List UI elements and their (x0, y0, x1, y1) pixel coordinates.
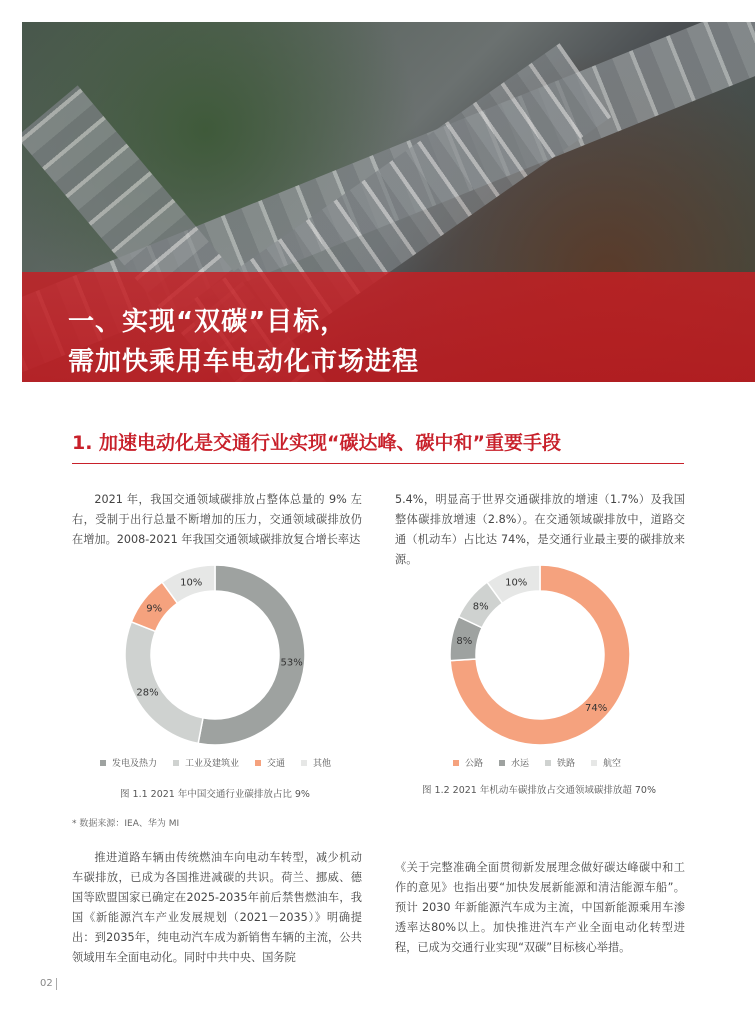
legend-label: 水运 (511, 759, 530, 769)
data-source-note: * 数据来源：IEA、华为 MI (72, 819, 180, 829)
donut-slice-label: 8% (472, 601, 489, 613)
legend-swatch (100, 760, 106, 766)
legend-label: 发电及热力 (112, 759, 158, 769)
legend-swatch (173, 760, 179, 766)
header-banner (22, 22, 755, 382)
legend-label: 交通 (267, 759, 286, 769)
legend-item (100, 756, 157, 769)
legend-item (301, 756, 331, 769)
legend-label: 航空 (603, 759, 622, 769)
donut-slice-发电及热力 (198, 565, 305, 745)
banner-title-line1: 一、实现“双碳”目标， (68, 307, 348, 337)
legend-item (255, 756, 285, 769)
donut-chart-2 (445, 560, 635, 750)
page-number: 02 (40, 978, 53, 989)
paragraph-4: 《关于完整准确全面贯彻新发展理念做好碳达峰碳中和工作的意见》也指出要“加快发展新能源和清洁能源车船”。预计 2030 年新能源汽车成为主流，中国新能源乘用车渗透率达80%以上。加快推进汽车产业全面电动化转型进程，已成为交通行业实现“双碳”目标核心举措。 (395, 861, 685, 954)
legend-item (173, 756, 239, 769)
legend-label: 铁路 (557, 759, 576, 769)
legend-label: 其他 (313, 759, 332, 769)
donut-slice-label: 74% (585, 703, 608, 715)
banner-title (68, 302, 419, 382)
legend-swatch (591, 760, 597, 766)
legend-item (591, 756, 621, 769)
legend-swatch (499, 760, 505, 766)
banner-title-line2: 需加快乘用车电动化市场进程 (68, 347, 420, 377)
legend-item (545, 756, 575, 769)
donut-slice-label: 9% (146, 603, 163, 615)
section-divider (72, 463, 684, 464)
legend-label: 公路 (465, 759, 484, 769)
donut-slice-label: 10% (180, 577, 203, 589)
legend-swatch (453, 760, 459, 766)
donut-slice-工业及建筑业 (125, 622, 203, 744)
donut-slice-label: 53% (280, 657, 303, 669)
donut-chart-1 (120, 560, 310, 750)
section-title: 1. 加速电动化是交通行业实现“碳达峰、碳中和”重要手段 (72, 432, 562, 454)
legend-label: 工业及建筑业 (185, 759, 240, 769)
donut-slice-label: 28% (136, 687, 159, 699)
paragraph-3: 推进道路车辆由传统燃油车向电动车转型，减少机动车碳排放，已成为各国推进减碳的共识。荷兰、挪威、德国等欧盟国家已确定在2025-2035年前后禁售燃油车，我国《新能源汽车产业发展规划（2021－2035）》明确提出：到2035年，纯电动汽车成为新销售车辆的主流，公共领域用车全面电动化。同时中共中央、国务院 (72, 851, 362, 964)
legend-item (499, 756, 529, 769)
paragraph-1: 2021 年，我国交通领域碳排放占整体总量的 9% 左右，受制于出行总量不断增加的压力，交通领域碳排放仍在增加。2008-2021 年我国交通领域碳排放复合增长率达 (72, 493, 362, 546)
legend-swatch (255, 760, 261, 766)
chart-2-caption: 图 1.2 2021 年机动车碳排放占交通领域碳排放超 70% (422, 785, 656, 796)
donut-slice-label: 8% (456, 636, 473, 648)
donut-slice-label: 10% (505, 577, 528, 589)
legend-swatch (545, 760, 551, 766)
paragraph-2: 5.4%，明显高于世界交通碳排放的增速（1.7%）及我国整体碳排放增速（2.8%）。在交通领域碳排放中，道路交通（机动车）占比达 74%，是交通行业最主要的碳排放来源。 (395, 493, 685, 566)
page-number-divider (56, 978, 57, 990)
legend-item (453, 756, 483, 769)
chart-1-caption: 图 1.1 2021 年中国交通行业碳排放占比 9% (120, 789, 310, 800)
legend-swatch (301, 760, 307, 766)
chart-2-legend (453, 756, 621, 769)
chart-1-legend (100, 756, 331, 769)
